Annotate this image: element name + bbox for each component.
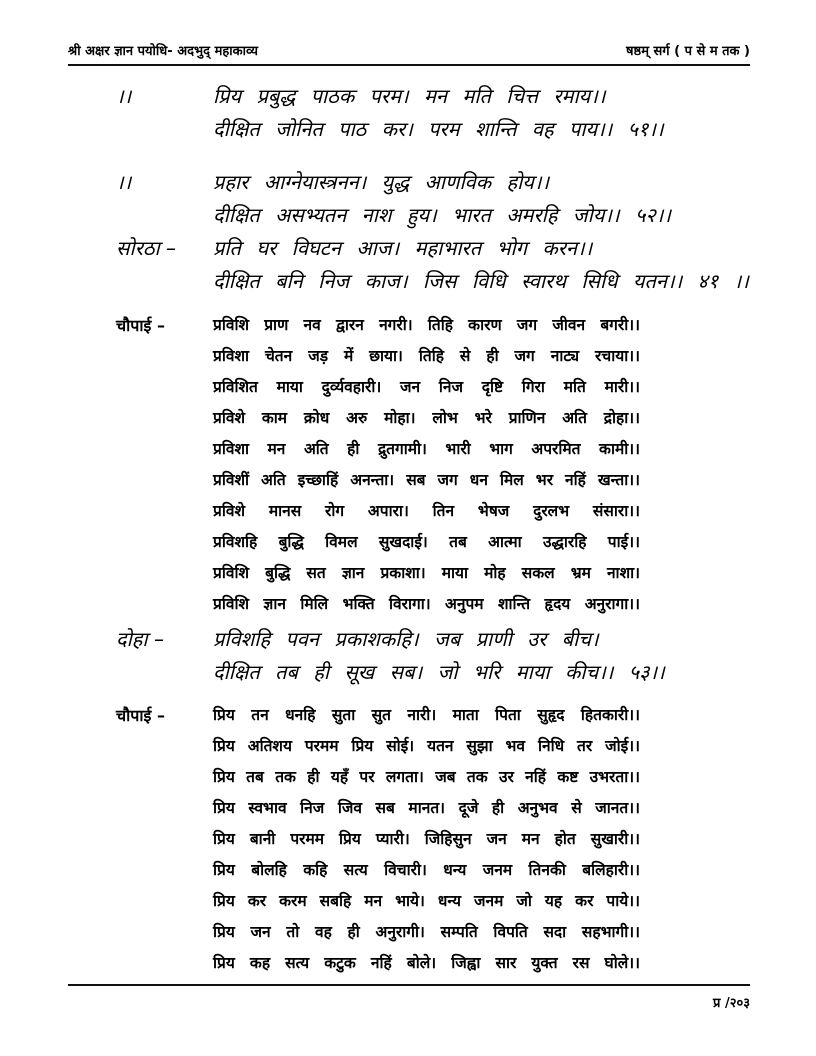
verse-line: प्रिय कर करम सबहि मन भाये। धन्य जनम जो यह कर पाये।। [213, 892, 640, 910]
verse-line: प्रति घर विघटन आज। महाभारत भोग करन।। [213, 236, 593, 260]
verse-line: दीक्षित जोनित पाठ कर। परम शान्ति वह पाय।। ५१।। [213, 117, 664, 141]
footer-divider [68, 984, 750, 986]
header-chapter-title: षष्ठम् सर्ग ( प से म तक ) [626, 44, 750, 59]
verse-line: प्रिय बोलहि कहि सत्य विचारी। धन्य जनम तिनकी बलिहारी।। [213, 861, 640, 879]
page-number: प्र /२०३ [713, 996, 750, 1011]
verse-line: प्रविशा चेतन जड़ में छाया। तिहि से ही जग नाट्य रचाया।। [213, 347, 640, 365]
verse-line: प्रविशि ज्ञान मिलि भक्ति विरागा। अनुपम शान्ति हृदय अनुरागा।। [213, 595, 640, 613]
verse-line: प्रिय तब तक ही यहँ पर लगता। जब तक उर नहिं कष्ट उभरता।। [213, 768, 640, 786]
verse-line: प्रिय बानी परमम प्रिय प्यारी। जिहिसुन जन मन होत सुखारी।। [213, 830, 640, 848]
verse-line: प्रविशि प्राण नव द्वारन नगरी। तिहि कारण जग जीवन बगरी।। [213, 316, 640, 334]
verse-line: दीक्षित तब ही सूख सब। जो भरि माया कीच।। ५३।। [213, 660, 665, 684]
verse-line: प्रविशहि बुद्धि विमल सुखदाई। तब आत्मा उद्धारहि पाई।। [213, 533, 640, 551]
verse-line: दीक्षित बनि निज काज। जिस विधि स्वारथ सिधि यतन।। ४१ ।। [213, 269, 749, 293]
verse-type-label: चौपाई – [116, 706, 165, 725]
verse-line: प्रिय स्वभाव निज जिव सब मानत। दूजे ही अनुभव से जानत।। [213, 799, 640, 817]
verse-line: प्रविशे मानस रोग अपारा। तिन भेषज दुरलभ संसारा।। [213, 502, 640, 520]
verse-type-label: दोहा – [116, 627, 164, 651]
verse-line: प्रविशि बुद्धि सत ज्ञान प्रकाशा। माया मोह सकल भ्रम नाशा। [213, 564, 640, 582]
verse-line: प्रविशे काम क्रोध अरु मोहा। लोभ भरे प्राणिन अति द्रोहा।। [213, 409, 640, 427]
header-divider [68, 64, 750, 66]
verse-line: प्रिय प्रबुद्ध पाठक परम। मन मति चित्त रमाय।। [213, 84, 606, 108]
verse-line: प्रविशहि पवन प्रकाशकहि। जब प्राणी उर बीच। [213, 627, 599, 651]
verse-line: प्रविशित माया दुर्व्यवहारी। जन निज दृष्टि गिरा मति मारी।। [213, 378, 640, 396]
verse-line: प्रिय तन धनहि सुता सुत नारी। माता पिता सुहृद हितकारी।। [213, 706, 640, 724]
verse-type-label: ।। [116, 84, 132, 108]
verse-type-label: चौपाई – [116, 316, 165, 335]
verse-line: प्रविशीं अति इच्छाहिं अनन्ता। सब जग धन मिल भर नहिं खन्ता।। [213, 471, 640, 489]
verse-line: दीक्षित असभ्यतन नाश हुय। भारत अमरहि जोय।। ५२।। [213, 203, 671, 227]
verse-type-label: सोरठा – [116, 236, 177, 260]
verse-line: प्रिय अतिशय परमम प्रिय सोई। यतन सुझा भव निधि तर जोई।। [213, 737, 640, 755]
header-book-title: श्री अक्षर ज्ञान पयोधि- अदभुद् महाकाव्य [68, 44, 258, 59]
verse-line: प्रविशा मन अति ही द्रुतगामी। भारी भाग अपरमित कामी।। [213, 440, 640, 458]
verse-line: प्रहार आग्नेयास्त्रनन। युद्ध आणविक होय।। [213, 170, 550, 194]
verse-type-label: ।। [116, 170, 132, 194]
verse-line: प्रिय जन तो वह ही अनुरागी। सम्पति विपति सदा सहभागी।। [213, 923, 640, 941]
verse-line: प्रिय कह सत्य कटुक नहिं बोले। जिह्वा सार युक्त रस घोले।। [213, 954, 640, 972]
